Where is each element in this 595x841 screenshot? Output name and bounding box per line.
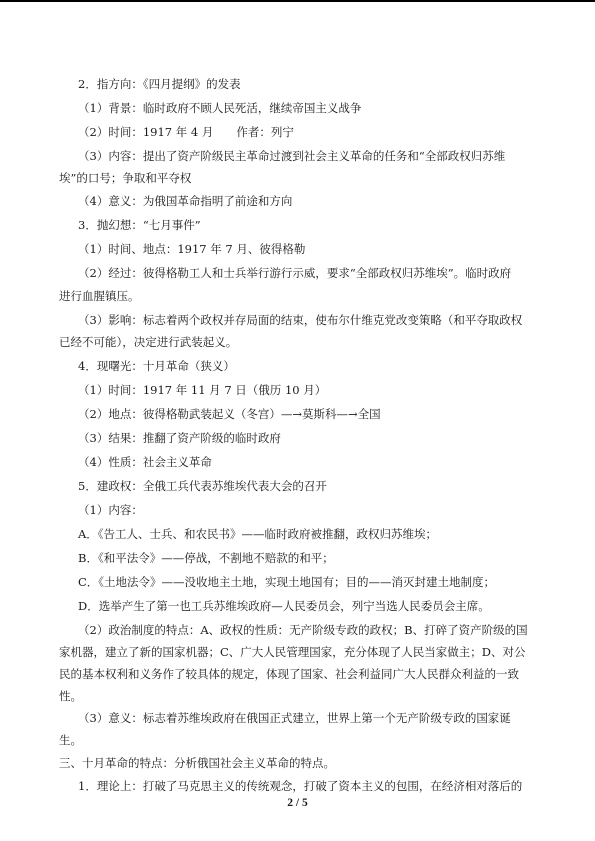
text-line-continuation: 进行血腥镇压。 — [59, 289, 140, 303]
text-line: （3）内容：提出了资产阶级民主革命过渡到社会主义革命的任务和“全部政权归苏维 — [78, 149, 506, 163]
text-line: （1）背景：临时政府不顾人民死活，继续帝国主义战争 — [78, 101, 362, 115]
text-line: （3）结果：推翻了资产阶级的临时政府 — [78, 431, 281, 445]
text-line-continuation: 已经不可能），决定进行武装起义。 — [59, 335, 238, 349]
text-line: 1．理论上：打破了马克思主义的传统观念，打破了资本主义的包围，在经济相对落后的 — [78, 779, 523, 793]
section-heading-4: 4．现曙光：十月革命（狭义） — [78, 359, 235, 373]
text-line-continuation: 民的基本权利和义务作了较具体的规定，体现了国家、社会利益同广大人民群众利益的一致 — [59, 667, 519, 681]
section-heading-3: 3．抛幻想：“七月事件” — [78, 218, 201, 232]
page-top-rule — [0, 0, 595, 2]
text-line-continuation: 埃”的口号；争取和平夺权 — [59, 171, 192, 185]
list-item: B．《和平法令》——停战，不割地不赔款的和平； — [78, 551, 334, 565]
text-line: （2）经过：彼得格勒工人和士兵举行游行示威，要求“全部政权归苏维埃”。临时政府 — [78, 266, 512, 280]
text-line: （1）时间、地点：1917 年 7 月、彼得格勒 — [78, 242, 306, 256]
text-line: （4）性质：社会主义革命 — [78, 455, 212, 469]
text-line: （2）时间：1917 年 4 月 作者：列宁 — [78, 125, 294, 139]
text-line: （3）影响：标志着两个政权并存局面的结束，使布尔什维克党改变策略（和平夺取政权 — [78, 313, 523, 327]
text-line: （1）时间：1917 年 11 月 7 日（俄历 10 月） — [78, 383, 327, 397]
list-item: D．选举产生了第一也工兵苏维埃政府—人民委员会，列宁当选人民委员会主席。 — [78, 599, 490, 613]
text-line: （2）政治制度的特点：A、政权的性质：无产阶级专政的政权；B、打碎了资产阶级的国 — [78, 623, 528, 637]
text-line-continuation: 性。 — [59, 689, 82, 703]
list-item: C．《土地法令》——没收地主土地，实现土地国有；目的——消灭封建土地制度； — [78, 575, 496, 589]
page-number: 2 / 5 — [287, 797, 308, 809]
text-line: （3）意义：标志着苏维埃政府在俄国正式建立，世界上第一个无产阶级专政的国家诞 — [78, 711, 511, 725]
text-line-continuation: 生。 — [59, 733, 82, 747]
text-line: （4）意义：为俄国革命指明了前途和方向 — [78, 194, 293, 208]
text-line-continuation: 家机器，建立了新的国家机器；C、广大人民管理国家，充分体现了人民当家做主；D、对公 — [59, 645, 526, 659]
section-heading-2: 2．指方向：《四月提纲》的发表 — [78, 77, 241, 91]
list-item: A．《告工人、士兵、和农民书》——临时政府被推翻，政权归苏维埃； — [78, 527, 438, 541]
text-line: （1）内容： — [78, 503, 143, 517]
section-heading-5: 5．建政权：全俄工兵代表苏维埃代表大会的召开 — [78, 479, 327, 493]
section-heading-3-main: 三、十月革命的特点：分析俄国社会主义革命的特点。 — [59, 756, 335, 770]
text-line: （2）地点：彼得格勒武装起义（冬宫）—→莫斯科—→全国 — [78, 407, 381, 421]
